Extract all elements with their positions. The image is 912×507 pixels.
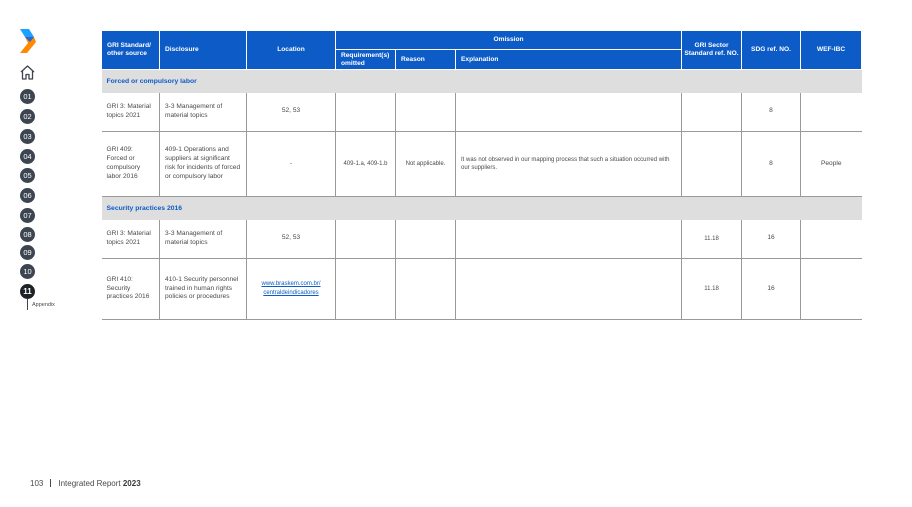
- cell-sector: 11.18: [682, 220, 742, 259]
- cell-reason: [396, 259, 456, 320]
- table-row: [102, 259, 862, 320]
- link-line-1: www.braskem.com.br/: [261, 281, 321, 288]
- cell-requirements: [336, 220, 396, 259]
- cell-explanation: [456, 220, 682, 259]
- cell-reason: [396, 93, 456, 132]
- section-title: Forced or compulsory labor: [102, 70, 862, 93]
- page-number: 103: [30, 479, 44, 488]
- header-omission: Omission: [336, 31, 682, 50]
- table-row: [102, 132, 862, 197]
- chapter-link-07[interactable]: 07: [20, 208, 35, 223]
- page-footer: [30, 479, 141, 488]
- header-wef-ibc: WEF-IBC: [801, 31, 862, 70]
- cell-wef: [801, 259, 862, 320]
- cell-standard: GRI 410: Security practices 2016: [102, 259, 160, 320]
- section-row: [102, 197, 862, 220]
- cell-sector: [682, 132, 742, 197]
- chapter-link-08[interactable]: 08: [20, 227, 35, 242]
- header-reason: Reason: [396, 50, 456, 70]
- cell-sector: 11.18: [682, 259, 742, 320]
- footer-divider: [50, 479, 51, 487]
- cell-sdg: 16: [742, 259, 801, 320]
- header-requirements-omitted: Requirement(s) omitted: [336, 50, 396, 70]
- home-icon[interactable]: [19, 64, 36, 81]
- cell-requirements: [336, 93, 396, 132]
- cell-requirements: [336, 259, 396, 320]
- report-title: Integrated Report: [58, 479, 121, 488]
- cell-sector: [682, 93, 742, 132]
- cell-standard: GRI 3: Material topics 2021: [102, 93, 160, 132]
- chapter-link-04[interactable]: 04: [20, 149, 35, 164]
- header-disclosure: Disclosure: [160, 31, 247, 70]
- indicators-center-link[interactable]: [261, 281, 320, 296]
- cell-disclosure: 3-3 Management of material topics: [160, 93, 247, 132]
- cell-standard: GRI 3: Material topics 2021: [102, 220, 160, 259]
- table-row: [102, 93, 862, 132]
- header-gri-sector: GRI Sector Standard ref. NO.: [682, 31, 742, 70]
- chapter-link-02[interactable]: 02: [20, 109, 35, 124]
- cell-explanation: [456, 259, 682, 320]
- cell-reason: [396, 220, 456, 259]
- cell-sdg: 8: [742, 93, 801, 132]
- chapter-link-05[interactable]: 05: [20, 168, 35, 183]
- header-location: Location: [247, 31, 336, 70]
- report-year: 2023: [122, 479, 141, 488]
- cell-disclosure: 3-3 Management of material topics: [160, 220, 247, 259]
- cell-explanation: [456, 93, 682, 132]
- cell-reason: Not applicable.: [396, 132, 456, 197]
- header-sdg: SDG ref. NO.: [742, 31, 801, 70]
- chapter-link-01[interactable]: 01: [20, 89, 35, 104]
- chapter-link-06[interactable]: 06: [20, 188, 35, 203]
- section-row: [102, 70, 862, 93]
- cell-location: 52, 53: [247, 220, 336, 259]
- appendix-indicator: [27, 299, 28, 310]
- chapter-link-11-active[interactable]: 11: [20, 284, 35, 299]
- header-explanation: Explanation: [456, 50, 682, 70]
- link-line-2: centraldeindicadores: [263, 290, 319, 296]
- cell-location: [247, 259, 336, 320]
- cell-standard: GRI 409: Forced or compulsory labor 2016: [102, 132, 160, 197]
- sidebar-navigation: [0, 0, 80, 507]
- cell-requirements: 409-1.a, 409-1.b: [336, 132, 396, 197]
- cell-wef: [801, 93, 862, 132]
- header-gri-standard: GRI Standard/ other source: [102, 31, 160, 70]
- cell-location: 52, 53: [247, 93, 336, 132]
- cell-wef: [801, 220, 862, 259]
- chapter-link-09[interactable]: 09: [20, 245, 35, 260]
- cell-wef: People: [801, 132, 862, 197]
- gri-content-index-table: [101, 30, 862, 320]
- chapter-link-03[interactable]: 03: [20, 129, 35, 144]
- cell-location: -: [247, 132, 336, 197]
- cell-explanation: It was not observed in our mapping process that such a situation occurred with our suppliers.: [456, 132, 682, 197]
- braskem-logo: [20, 29, 36, 53]
- appendix-label[interactable]: Appendix: [32, 302, 55, 308]
- cell-disclosure: 410-1 Security personnel trained in human rights policies or procedures: [160, 259, 247, 320]
- table-row: [102, 220, 862, 259]
- cell-sdg: 16: [742, 220, 801, 259]
- cell-sdg: 8: [742, 132, 801, 197]
- chapter-link-10[interactable]: 10: [20, 264, 35, 279]
- cell-disclosure: 409-1 Operations and suppliers at significant risk for incidents of forced or compulsory labor: [160, 132, 247, 197]
- section-title: Security practices 2016: [102, 197, 862, 220]
